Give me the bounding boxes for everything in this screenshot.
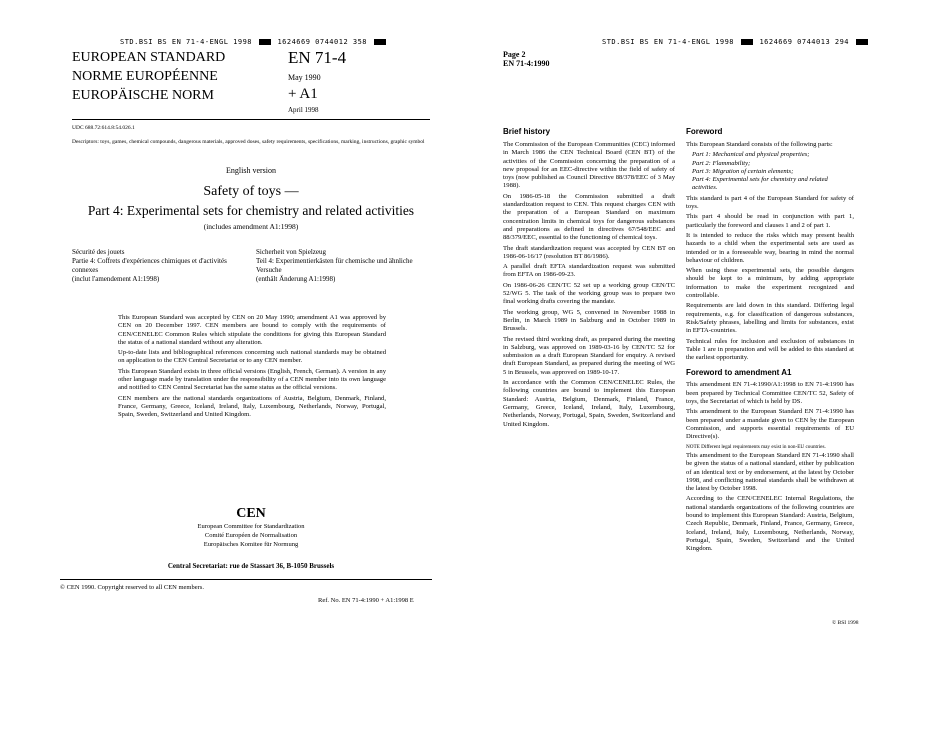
foreword-paragraph: This part 4 should be read in conjunction with part 1, particularly the foreword and clauses 1 and 2 of part 1.	[686, 213, 854, 229]
part-list-item: Part 2: Flammability;	[692, 159, 751, 167]
german-title-line: Teil 4: Experimentierkästen für chemische und ähnliche Versuche	[256, 257, 413, 274]
version-label: English version	[226, 166, 276, 175]
std-label-de: EUROPÄISCHE NORM	[72, 88, 214, 103]
foreword-paragraph: This European Standard consists of the following parts:	[686, 141, 833, 148]
redaction-bar	[259, 39, 271, 45]
page-reference: EN 71-4:1990	[503, 59, 550, 68]
std-number: EN 71-4	[288, 48, 347, 67]
acceptance-text	[118, 314, 386, 422]
history-paragraph: The draft standardization request was accepted by CEN BT on 1986-06-16/17 (resolution BT 86/1986).	[503, 244, 675, 260]
scan-header-text: STD.BSI BS EN 71-4-ENGL 1998	[602, 38, 735, 46]
scan-header-text: STD.BSI BS EN 71-4-ENGL 1998	[120, 38, 253, 46]
udc-code: UDC 688.72:614.8:54.026.1	[72, 125, 135, 131]
copyright: © CEN 1990. Copyright reserved to all CEN members.	[60, 584, 204, 591]
body-paragraph: This European Standard exists in three official versions (English, French, German). A version in any other language made by translation under the responsibility of a CEN member into its own language and notified to CEN Central Secretariat has the same status as the official versions.	[118, 367, 386, 392]
divider	[60, 579, 432, 580]
amendment-date: April 1998	[288, 106, 319, 114]
french-title-line: Sécurité des jouets	[72, 248, 125, 256]
history-paragraph: In accordance with the Common CEN/CENELEC Rules, the following countries are bound to implement this European Standard: Austria, Belgium, Denmark, Finland, France, Germany, Greece, Iceland, Ireland, Italy, Luxembourg, Netherlands, Norway, Portugal, Spain, Sweden, Switzerland and United Kingdom.	[503, 379, 675, 428]
history-paragraph: The Commission of the European Communities (CEC) informed in March 1986 the CEN Technical Board (CEN BT) of the activities of the Commission concerning the preparation of a new proposal for an EEC-directive within the field of safety of toys (now published as Council Directive 88/378/EEC of 3 May 1988).	[503, 141, 675, 190]
french-title	[72, 248, 232, 284]
redaction-bar	[856, 39, 868, 45]
amendment-heading: Foreword to amendment A1	[686, 368, 792, 378]
history-paragraph: A parallel draft EFTA standardization request was submitted from EFTA on 1986-09-23.	[503, 263, 675, 279]
page-number: Page 2	[503, 50, 526, 59]
doc-title-line3: (includes amendment A1:1998)	[203, 222, 299, 231]
central-secretariat: Central Secretariat: rue de Stassart 36, B-1050 Brussels	[167, 562, 335, 570]
history-paragraph: The working group, WG 5, convened in November 1988 in Berlin, in March 1989 in Salzburg and in October 1989 in Brussels.	[503, 308, 675, 333]
divider	[72, 119, 430, 120]
redaction-bar	[374, 39, 386, 45]
history-paragraph: On 1986-06-26 CEN/TC 52 set up a working group CEN/TC 52/WG 5. The task of the working group was to prepare two final working drafts covering the mandate.	[503, 281, 675, 306]
redaction-bar	[741, 39, 753, 45]
history-paragraph: The revised third working draft, as prepared during the meeting in Salzburg, was approved on 1989-03-16 by CEN/TC 52 for submission as a draft European Standard for enquiry. A revised draft European Standard, as prepared during the meeting of WG 5 in Brussels, was approved on 1989-10-17.	[503, 335, 675, 376]
body-paragraph: This European Standard was accepted by CEN on 20 May 1990; amendment A1 was approved by CEN on 20 December 1997. CEN members are bound to comply with the requirements of CEN/CENELEC Common Rules which stipulate the conditions for giving this European Standard the status of a national standard without any alteration.	[118, 314, 386, 346]
brief-history-column	[503, 127, 675, 431]
bsi-footer: © BSI 1998	[832, 620, 859, 626]
foreword-column	[686, 127, 854, 556]
foreword-paragraph: This standard is part 4 of the European Standard for safety of toys.	[686, 194, 854, 211]
foreword-heading: Foreword	[686, 127, 723, 136]
foreword-paragraph: It is intended to reduce the risks which may present health hazards to a child when the experimental sets are used as intended or in a foreseeable way, bearing in mind the normal behaviour of children.	[686, 231, 854, 264]
doc-title-line1: Safety of toys —	[203, 184, 299, 199]
foreword-paragraph: Requirements are laid down in this standard. Differing legal requirements, e.g. for classification of dangerous substances, Risk/Safety phrases, labelling and limits for substances, exist in EFTA-countries.	[686, 302, 854, 335]
scan-header-right	[602, 38, 870, 46]
cen-name-fr: Comité Européen de Normalisation	[204, 532, 298, 539]
descriptors: Descriptors: toys, games, chemical compounds, dangerous materials, approved doses, safety requirements, specifications, marking, instructions, graphic symbol	[72, 139, 425, 145]
std-date: May 1990	[288, 73, 321, 82]
part-list-item: Part 3: Migration of certain elements;	[692, 167, 794, 175]
part-list-item: Part 1: Mechanical and physical properties;	[692, 151, 810, 159]
foreword-paragraph: When using these experimental sets, the possible dangers should be kept to a minimum, by adding appropriate information to make the experiment recognized and controllable.	[686, 267, 854, 300]
cen-name-de: Europäisches Komitee für Normung	[203, 541, 299, 548]
std-label-en: EUROPEAN STANDARD	[72, 50, 226, 65]
reference-number: Ref. No. EN 71-4:1990 + A1:1998 E	[318, 597, 414, 604]
std-label-fr: NORME EUROPÉENNE	[72, 69, 218, 84]
scan-header-number: 1624669 0744013 294	[759, 38, 850, 46]
foreword-paragraph: Technical rules for inclusion and exclusion of substances in Table 1 are in preparation and will be added to this standard at the earliest opportunity.	[686, 337, 854, 362]
scan-header-left	[120, 38, 388, 46]
scan-header-number: 1624669 0744012 358	[277, 38, 368, 46]
history-paragraph: On 1986-05-18 the Commission submitted a draft standardization request to CEN. This request charges CEN with the preparation of a European Standard on maximum concentration limits in chemical toys for dangerous substances and preparations as defined in directives 67/548/EEC and 88/379/EEC, essential to the functioning of chemical toys.	[503, 192, 675, 242]
body-paragraph: CEN members are the national standards organizations of Austria, Belgium, Denmark, Finland, France, Germany, Greece, Iceland, Ireland, Italy, Luxembourg, Netherlands, Norway, Portugal, Spain, Sweden, Switzerland and United Kingdom.	[118, 394, 386, 419]
cen-logo-text: CEN	[236, 506, 266, 521]
amendment-label: + A1	[288, 86, 318, 102]
german-title	[256, 248, 431, 284]
amendment-paragraph: According to the CEN/CENELEC Internal Regulations, the national standards organizations of the following countries are bound to implement this European Standard: Austria, Belgium, Czech Republic, Denmark, Finland, France, Germany, Greece, Iceland, Ireland, Italy, Luxembourg, Netherlands, Norway, Portugal, Spain, Sweden, Switzerland and the United Kingdom.	[686, 495, 854, 553]
german-title-line: Sicherheit von Spielzeug	[256, 248, 326, 256]
part-list-item: Part 4: Experimental sets for chemistry and related activities.	[692, 176, 828, 192]
brief-history-heading: Brief history	[503, 127, 551, 136]
german-title-line: (enthält Änderung A1:1998)	[256, 275, 336, 283]
amendment-paragraph: This amendment to the European Standard EN 71-4:1990 shall be given the status of a national standard, either by publication of an identical text or by endorsement, at the latest by October 1998, and conflicting national standards shall be withdrawn at the latest by October 1998.	[686, 452, 854, 493]
amendment-paragraph: This amendment to the European Standard EN 71-4:1990 has been prepared under a mandate given to CEN by the European Commission, and supports essential requirements of EU Directive(s).	[686, 408, 854, 441]
body-paragraph: Up-to-date lists and bibliographical references concerning such national standards may be obtained on application to the CEN Central Secretariat or to any CEN member.	[118, 349, 386, 365]
note-text: NOTE Different legal requirements may exist in non-EU countries.	[686, 443, 826, 450]
cen-name-en: European Committee for Standardization	[197, 523, 305, 530]
french-title-line: Partie 4: Coffrets d'expériences chimiques et d'activités connexes	[72, 257, 227, 274]
french-title-line: (inclut l'amendement A1:1998)	[72, 275, 160, 283]
amendment-paragraph: This amendment EN 71-4:1990/A1:1998 to EN 71-4:1990 has been prepared by Technical Committee CEN/TC 52, Safety of toys, the Secretariat of which is held by DS.	[686, 381, 854, 406]
doc-title-line2: Part 4: Experimental sets for chemistry and related activities	[87, 203, 415, 218]
